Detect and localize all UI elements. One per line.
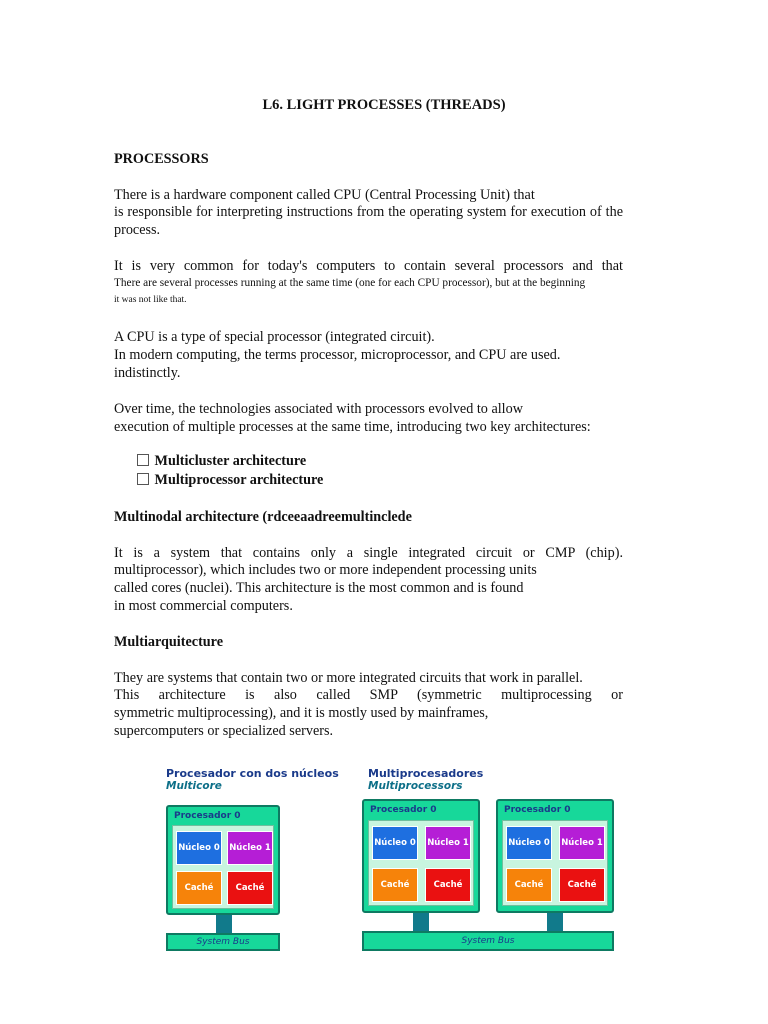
bus-connector <box>216 915 232 933</box>
core-0: Núcleo 0 <box>506 826 552 860</box>
multicore-subtitle: Multicore <box>166 780 222 792</box>
bullet-box-icon <box>137 454 149 466</box>
paragraph-5-line-3: called cores (nuclei). This architecture is the most common and is found <box>114 580 524 596</box>
chip-area <box>172 825 274 909</box>
bullet-item <box>137 452 306 470</box>
bullet-item <box>137 471 323 489</box>
paragraph-2-line-1: It is very common for today's computers to contain several processors and that <box>114 258 623 274</box>
processor-board <box>166 805 280 915</box>
paragraph-1-line-1: There is a hardware component called CPU (Central Processing Unit) that <box>114 187 535 203</box>
multinodal-heading: Multinodal architecture (rdceeaadreemultinclede <box>114 509 412 525</box>
multiprocessor-subtitle: Multiprocessors <box>368 780 463 792</box>
processor-label: Procesador 0 <box>504 805 571 815</box>
processor-label: Procesador 0 <box>370 805 437 815</box>
cache-block: Caché <box>559 868 605 902</box>
cache-block: Caché <box>506 868 552 902</box>
processor-board <box>362 799 480 913</box>
paragraph-5-line-2: multiprocessor), which includes two or more independent processing units <box>114 562 537 578</box>
paragraph-6-line-1: They are systems that contain two or more integrated circuits that work in parallel. <box>114 670 583 686</box>
bus-connector <box>547 913 563 931</box>
paragraph-6-line-4: supercomputers or specialized servers. <box>114 723 334 739</box>
bus-connector <box>413 913 429 931</box>
paragraph-4-line-1: Over time, the technologies associated with processors evolved to allow <box>114 401 523 417</box>
paragraph-5-line-1: It is a system that contains only a single integrated circuit or CMP (chip). <box>114 545 623 561</box>
processor-label: Procesador 0 <box>174 811 241 821</box>
bullet-text: Multiprocessor architecture <box>154 472 324 488</box>
multicore-title: Procesador con dos núcleos <box>166 767 339 780</box>
cache-block: Caché <box>372 868 418 902</box>
multiarquitecture-heading: Multiarquitecture <box>114 634 224 650</box>
paragraph-3-line-2: In modern computing, the terms processor, microprocessor, and CPU are used. <box>114 347 561 363</box>
paragraph-1-line-3: process. <box>114 222 161 238</box>
paragraph-2-line-3: it was not like that. <box>114 295 187 305</box>
cache-block: Caché <box>176 871 222 905</box>
cache-block: Caché <box>227 871 273 905</box>
system-bus: System Bus <box>362 931 614 951</box>
paragraph-2-line-2: There are several processes running at the same time (one for each CPU processor), but at the beginning <box>114 277 586 289</box>
paragraph-6-line-2: This architecture is also called SMP (symmetric multiprocessing or <box>114 687 623 703</box>
cache-block: Caché <box>425 868 471 902</box>
paragraph-4-line-2: execution of multiple processes at the same time, introducing two key architectures: <box>114 419 591 435</box>
processor-board <box>496 799 614 913</box>
page-title: L6. LIGHT PROCESSES (THREADS) <box>262 97 506 113</box>
core-1: Núcleo 1 <box>559 826 605 860</box>
paragraph-6-line-3: symmetric multiprocessing), and it is mostly used by mainframes, <box>114 705 489 721</box>
architecture-diagram <box>160 755 622 961</box>
bullet-text: Multicluster architecture <box>154 453 307 469</box>
paragraph-5-line-4: in most commercial computers. <box>114 598 293 614</box>
chip-area <box>502 820 608 906</box>
paragraph-3-line-1: A CPU is a type of special processor (integrated circuit). <box>114 329 435 345</box>
chip-area <box>368 820 474 906</box>
system-bus: System Bus <box>166 933 280 951</box>
multiprocessor-title: Multiprocesadores <box>368 767 484 780</box>
core-0: Núcleo 0 <box>372 826 418 860</box>
paragraph-3-line-3: indistinctly. <box>114 365 181 381</box>
core-1: Núcleo 1 <box>227 831 273 865</box>
bullet-box-icon <box>137 473 149 485</box>
processors-heading: PROCESSORS <box>114 151 209 167</box>
core-1: Núcleo 1 <box>425 826 471 860</box>
core-0: Núcleo 0 <box>176 831 222 865</box>
paragraph-1-line-2: is responsible for interpreting instructions from the operating system for execution of the <box>114 204 623 220</box>
